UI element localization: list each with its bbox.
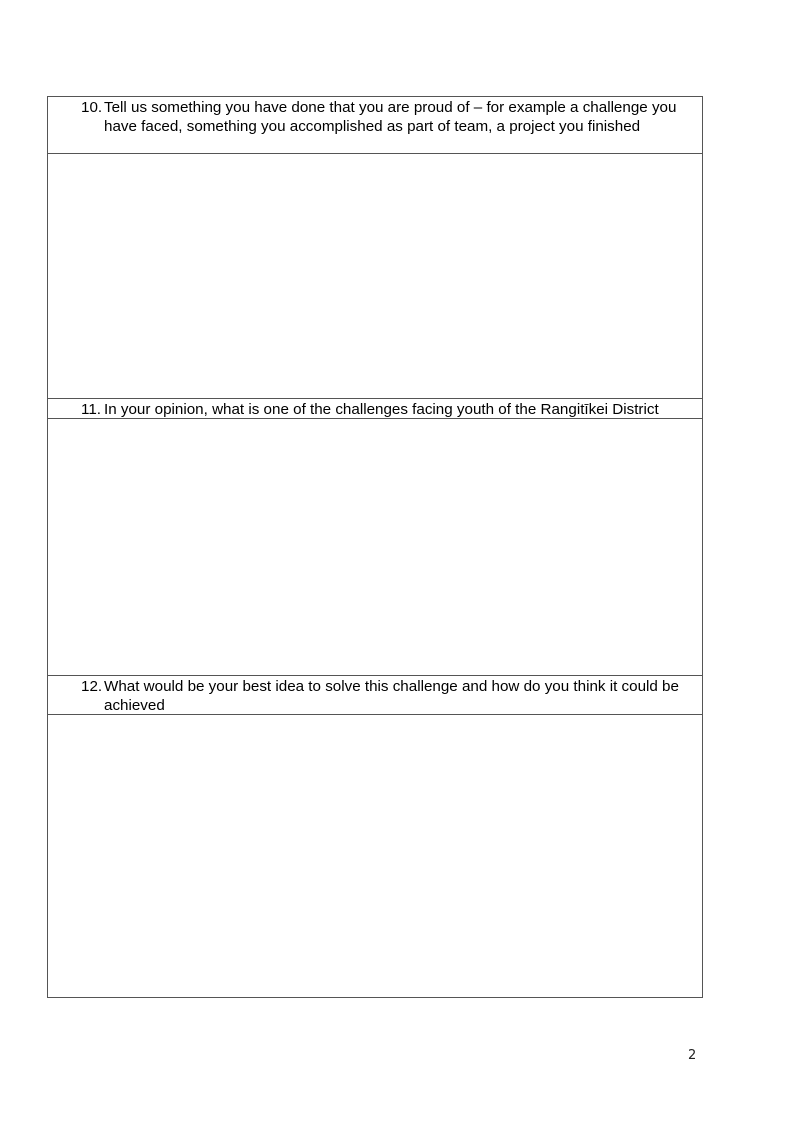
question-11-row xyxy=(48,399,702,419)
question-11-answer-box[interactable] xyxy=(48,419,702,676)
question-10-answer-box[interactable] xyxy=(48,154,702,399)
question-12-text: What would be your best idea to solve this challenge and how do you think it could be achieved xyxy=(104,678,679,714)
question-12-answer-box[interactable] xyxy=(48,715,702,997)
question-11-number: 11. xyxy=(81,401,101,418)
question-12-row xyxy=(48,676,702,715)
question-10-text: Tell us something you have done that you are proud of – for example a challenge you have faced, something you accomplished as part of team, a project you finished xyxy=(104,99,677,135)
question-10-number: 10. xyxy=(81,99,103,116)
questionnaire-table xyxy=(47,96,703,998)
question-11-text: In your opinion, what is one of the challenges facing youth of the Rangitīkei District xyxy=(104,401,659,418)
question-12-number: 12. xyxy=(81,678,103,695)
page-number: 2 xyxy=(688,1048,697,1063)
question-10-row xyxy=(48,97,702,154)
